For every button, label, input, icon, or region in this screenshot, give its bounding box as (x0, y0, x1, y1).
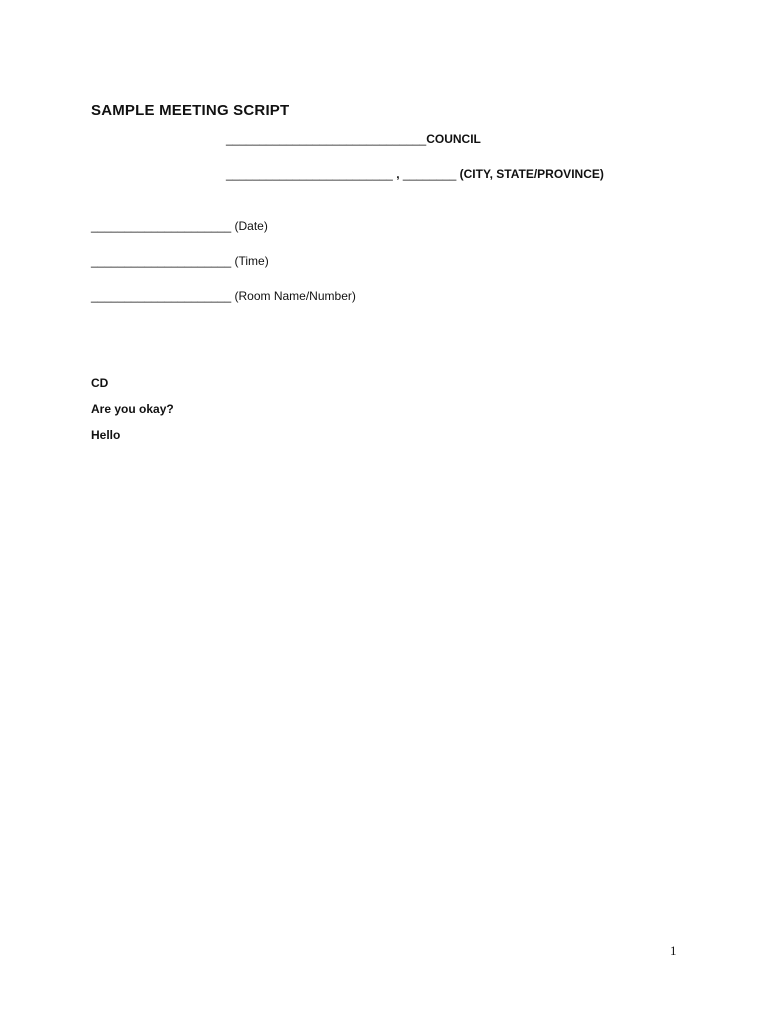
council-label: COUNCIL (426, 132, 481, 146)
body-line-question: Are you okay? (91, 402, 174, 416)
room-line (91, 289, 356, 303)
date-blank: _____________________ (91, 219, 232, 233)
city-state-line (226, 167, 604, 181)
date-label: (Date) (234, 219, 268, 233)
city-separator: , (396, 167, 400, 181)
council-line (226, 132, 481, 146)
document-title: SAMPLE MEETING SCRIPT (91, 102, 290, 119)
date-line (91, 219, 268, 233)
time-line (91, 254, 269, 268)
time-label: (Time) (234, 254, 269, 268)
state-blank: ________ (402, 167, 457, 181)
page-number: 1 (670, 943, 677, 958)
body-line-cd: CD (91, 376, 109, 390)
body-line-hello: Hello (91, 428, 121, 442)
room-blank: _____________________ (91, 289, 232, 303)
time-blank: _____________________ (91, 254, 232, 268)
city-blank: _________________________ (226, 167, 393, 181)
council-blank: ______________________________ (226, 132, 427, 146)
city-state-label: (CITY, STATE/PROVINCE) (459, 167, 604, 181)
room-label: (Room Name/Number) (234, 289, 356, 303)
